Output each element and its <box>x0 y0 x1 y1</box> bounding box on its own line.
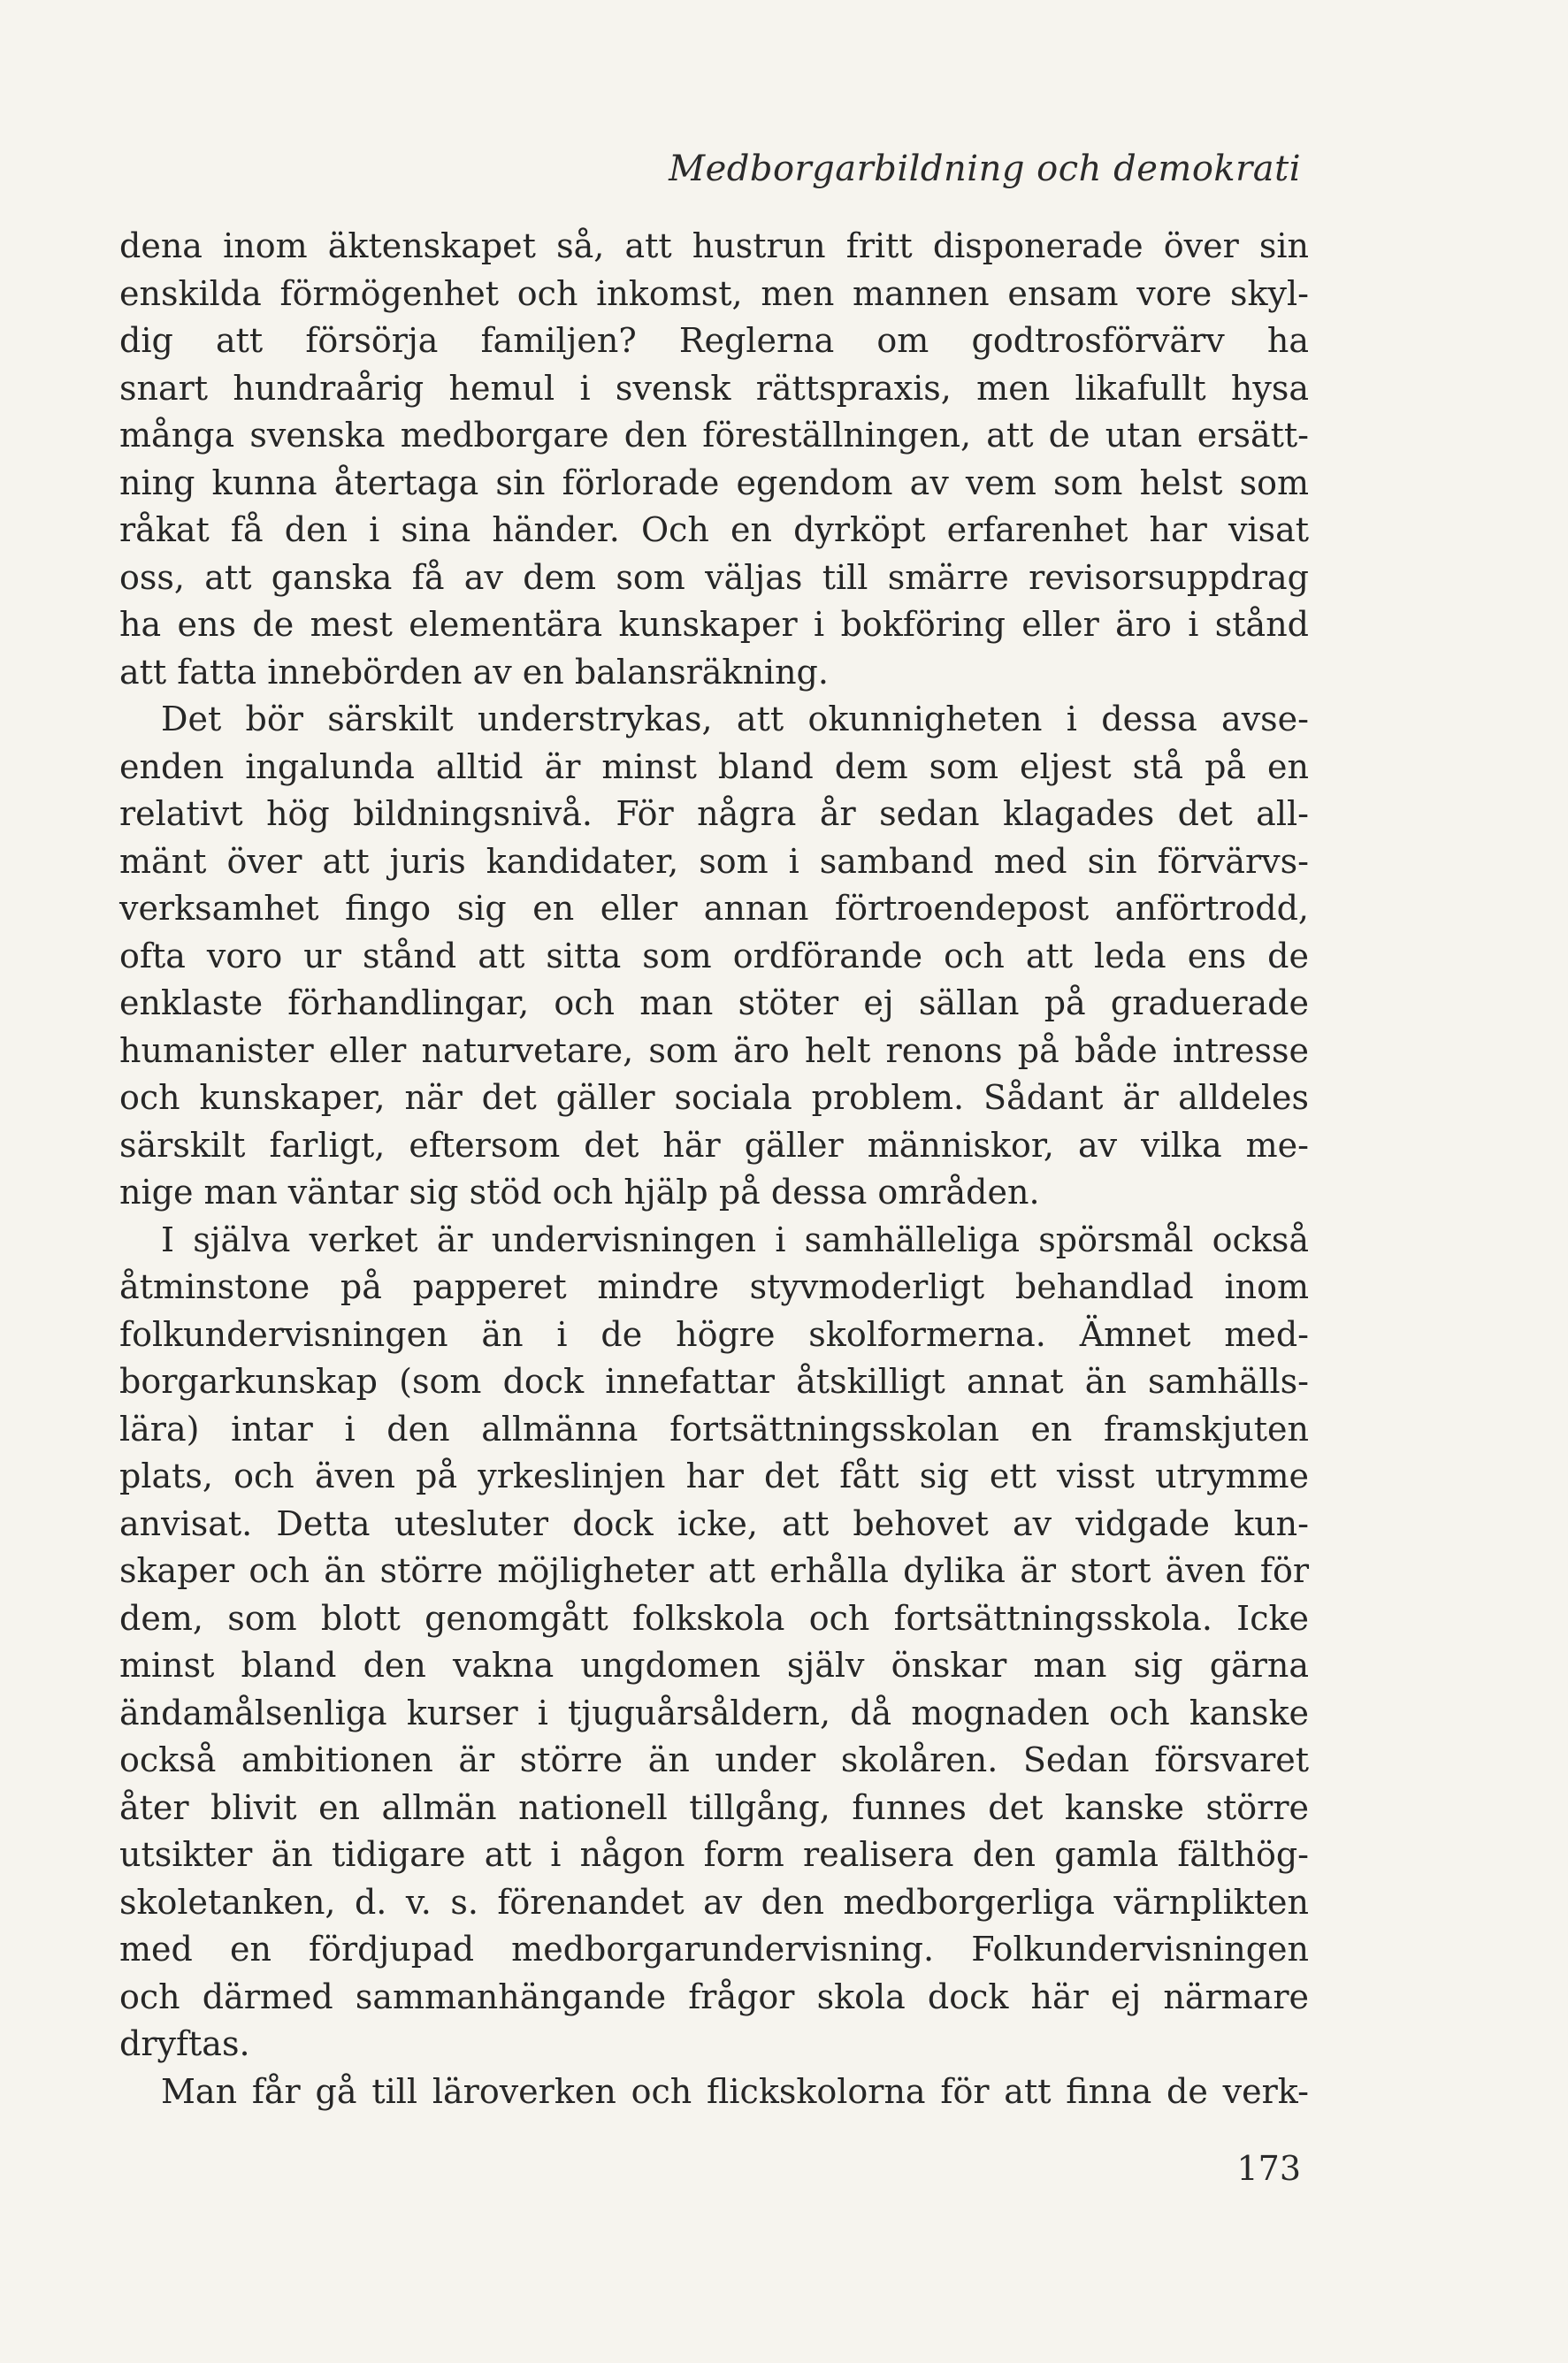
text-line: enskilda förmögenhet och inkomst, men mannen ensam vore skyl- <box>119 273 1309 313</box>
text-line: Det bör särskilt understrykas, att okunnigheten i dessa avse- <box>161 700 1309 738</box>
text-line: dig att försörja familjen? Reglerna om godtrosförvärv ha <box>119 321 1309 360</box>
text-line: ning kunna återtaga sin förlorade egendom av vem som helst som <box>119 463 1309 502</box>
text-line: relativt hög bildningsnivå. För några år sedan klagades det all- <box>119 794 1309 833</box>
text-line: Man får gå till läroverken och flickskolorna för att finna de verk- <box>161 2071 1309 2111</box>
text-line: skaper och än större möjligheter att erhålla dylika är stort även för <box>119 1551 1309 1590</box>
text-line: oss, att ganska få av dem som väljas till smärre revisorsuppdrag <box>119 557 1309 597</box>
text-line: råkat få den i sina händer. Och en dyrköpt erfarenhet har visat <box>119 510 1309 549</box>
text-line: ofta voro ur stånd att sitta som ordförande och att leda ens de <box>119 936 1309 975</box>
text-line: med en fördjupad medborgarundervisning. Folkundervisningen <box>119 1930 1309 1969</box>
text-line: också ambitionen är större än under skolåren. Sedan försvaret <box>119 1740 1309 1779</box>
text-line: minst bland den vakna ungdomen själv önskar man sig gärna <box>119 1646 1309 1685</box>
body-text <box>119 223 1309 2115</box>
text-line: utsikter än tidigare att i någon form realisera den gamla fälthög- <box>119 1835 1309 1874</box>
text-line: I själva verket är undervisningen i samhälleliga spörsmål också <box>161 1220 1309 1259</box>
text-line: lära) intar i den allmänna fortsättningsskolan en framskjuten <box>119 1409 1309 1449</box>
text-line: enden ingalunda alltid är minst bland dem som eljest stå på en <box>119 746 1309 786</box>
text-line: ändamålsenliga kurser i tjuguårsåldern, då mognaden och kanske <box>119 1693 1309 1732</box>
running-head: Medborgarbildning och demokrati <box>669 149 1301 189</box>
text-line: och kunskaper, när det gäller sociala problem. Sådant är alldeles <box>119 1078 1309 1117</box>
text-line: borgarkunskap (som dock innefattar åtskilligt annat än samhälls- <box>119 1362 1309 1401</box>
text-line: anvisat. Detta utesluter dock icke, att behovet av vidgade kun- <box>119 1503 1309 1543</box>
text-line: humanister eller naturvetare, som äro helt renons på både intresse <box>119 1030 1309 1070</box>
text-line: verksamhet fingo sig en eller annan förtroendepost anförtrodd, <box>119 889 1309 928</box>
text-line: och därmed sammanhängande frågor skola dock här ej närmare <box>119 1977 1309 2016</box>
text-line: ha ens de mest elementära kunskaper i bokföring eller äro i stånd <box>119 605 1309 644</box>
text-line: enklaste förhandlingar, och man stöter ej sällan på graduerade <box>119 983 1309 1022</box>
text-line: snart hundraårig hemul i svensk rättspraxis, men likafullt hysa <box>119 368 1309 408</box>
text-line: plats, och även på yrkeslinjen har det fått sig ett visst utrymme <box>119 1457 1309 1495</box>
text-line: dem, som blott genomgått folkskola och fortsättningsskola. Icke <box>119 1598 1309 1638</box>
text-line: mänt över att juris kandidater, som i samband med sin förvärvs- <box>119 841 1309 881</box>
text-line: åter blivit en allmän nationell tillgång, funnes det kanske större <box>119 1787 1309 1827</box>
text-line: nige man väntar sig stöd och hjälp på dessa områden. <box>119 1173 1040 1212</box>
text-line: folkundervisningen än i de högre skolformerna. Ämnet med- <box>119 1314 1309 1354</box>
text-line: att fatta innebörden av en balansräkning. <box>119 652 829 692</box>
text-line: dryftas. <box>119 2024 250 2063</box>
text-line: många svenska medborgare den föreställningen, att de utan ersätt- <box>119 416 1309 455</box>
page-number: 173 <box>1236 2149 1301 2188</box>
text-line: särskilt farligt, eftersom det här gäller människor, av vilka me- <box>119 1125 1309 1165</box>
text-line: dena inom äktenskapet så, att hustrun fritt disponerade över sin <box>119 226 1309 265</box>
text-line: åtminstone på papperet mindre styvmoderligt behandlad inom <box>119 1267 1309 1306</box>
text-line: skoletanken, d. v. s. förenandet av den medborgerliga värnplikten <box>119 1882 1309 1922</box>
